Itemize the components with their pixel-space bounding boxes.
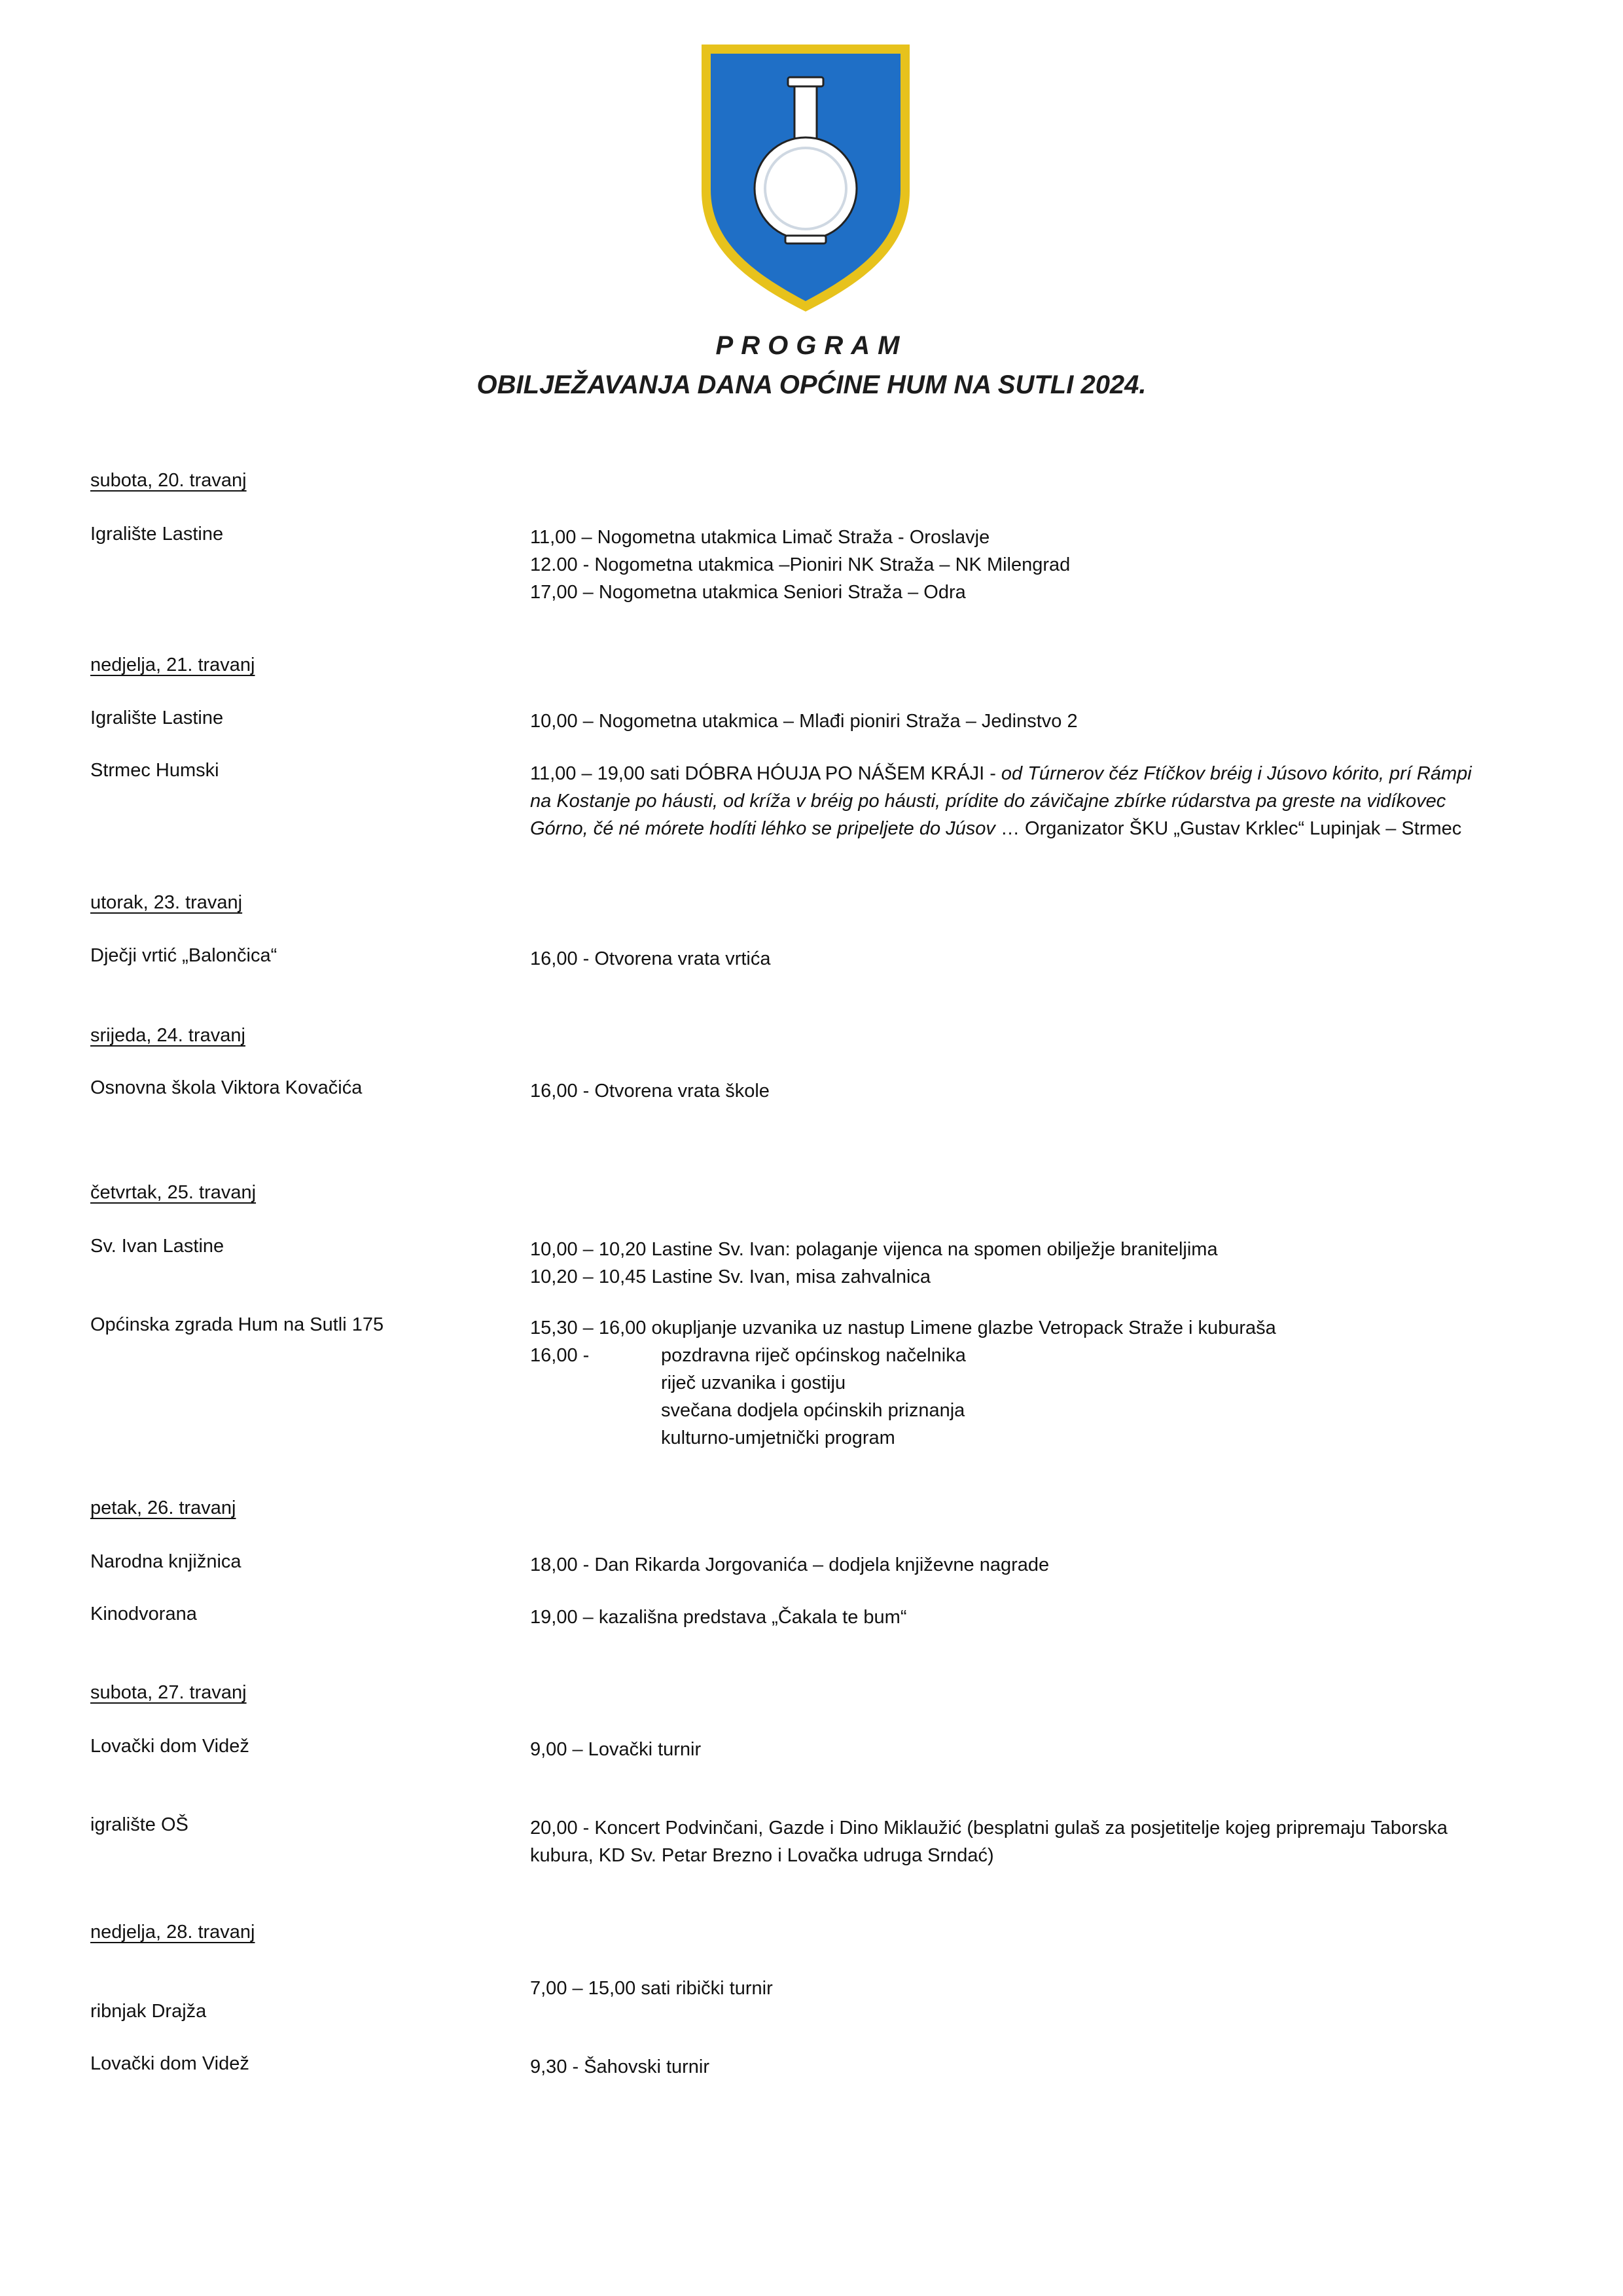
event-block xyxy=(530,1077,770,1105)
event-line: 7,00 – 15,00 sati ribički turnir xyxy=(530,1978,773,1999)
event-block xyxy=(530,1551,1049,1579)
event-line: 9,30 - Šahovski turnir xyxy=(530,2056,710,2077)
event-block xyxy=(530,1975,773,2002)
event-line: 10,20 – 10,45 Lastine Sv. Ivan, misa zahvalnica xyxy=(530,1266,931,1287)
event-line: 20,00 - Koncert Podvinčani, Gazde i Dino Miklaužić (besplatni gulaš za posjetitelje kojeg pripremaju Taborska xyxy=(530,1818,1448,1839)
day-heading: četvrtak, 25. travanj xyxy=(90,1182,257,1203)
day-heading: subota, 27. travanj xyxy=(90,1682,247,1703)
event-block xyxy=(530,1814,1448,1869)
event-line-italic: Górno, čé né mórete hodíti léhko se pripeljete do Júsov xyxy=(530,818,995,839)
day-heading: petak, 26. travanj xyxy=(90,1498,236,1518)
event-location: Kinodvorana xyxy=(90,1604,197,1624)
day-heading: nedjelja, 28. travanj xyxy=(90,1922,255,1943)
event-line: 17,00 – Nogometna utakmica Seniori Straža – Odra xyxy=(530,582,966,603)
event-block xyxy=(530,1236,1218,1291)
event-line: 11,00 – Nogometna utakmica Limač Straža - Oroslavje xyxy=(530,527,990,548)
event-location: Igralište Lastine xyxy=(90,524,224,545)
event-line: riječ uzvanika i gostiju xyxy=(661,1372,846,1393)
event-line: 18,00 - Dan Rikarda Jorgovanića – dodjela književne nagrade xyxy=(530,1554,1050,1575)
event-block xyxy=(530,708,1078,735)
event-line: 10,00 – Nogometna utakmica – Mlađi pioniri Straža – Jedinstvo 2 xyxy=(530,711,1078,732)
day-heading: subota, 20. travanj xyxy=(90,470,247,491)
event-location: Općinska zgrada Hum na Sutli 175 xyxy=(90,1314,384,1335)
event-line: 19,00 – kazališna predstava „Čakala te bum“ xyxy=(530,1607,907,1628)
event-location: Osnovna škola Viktora Kovačića xyxy=(90,1077,363,1098)
event-line: svečana dodjela općinskih priznanja xyxy=(661,1400,965,1421)
program-subtitle: OBILJEŽAVANJA DANA OPĆINE HUM NA SUTLI 2024. xyxy=(476,370,1147,399)
event-line xyxy=(530,760,1472,787)
event-line xyxy=(530,815,1472,842)
event-line-italic: od Túrnerov čéz Ftíčkov bréig i Júsovo kórito, prí Rámpi xyxy=(1001,763,1472,784)
event-location: igralište OŠ xyxy=(90,1814,188,1835)
event-line: 9,00 – Lovački turnir xyxy=(530,1739,702,1760)
event-location: Lovački dom Videž xyxy=(90,1736,249,1757)
day-heading: srijeda, 24. travanj xyxy=(90,1025,245,1046)
event-line-head: 11,00 – 19,00 sati DÓBRA HÓUJA PO NÁŠEM KRÁJI - xyxy=(530,763,1001,784)
event-location: ribnjak Drajža xyxy=(90,2001,207,2022)
event-line: 12.00 - Nogometna utakmica –Pioniri NK Straža – NK Milengrad xyxy=(530,554,1071,575)
event-block xyxy=(530,524,1070,606)
coat-of-arms xyxy=(696,41,915,315)
event-line-rest: … Organizator ŠKU „Gustav Krklec“ Lupinjak – Strmec xyxy=(995,818,1462,839)
event-line: 10,00 – 10,20 Lastine Sv. Ivan: polaganje vijenca na spomen obilježje braniteljima xyxy=(530,1239,1218,1260)
event-location: Sv. Ivan Lastine xyxy=(90,1236,224,1257)
event-block xyxy=(530,1604,906,1631)
event-location: Igralište Lastine xyxy=(90,708,224,728)
event-line: 15,30 – 16,00 okupljanje uzvanika uz nastup Limene glazbe Vetropack Straže i kuburaša xyxy=(530,1318,1276,1338)
event-location: Narodna knjižnica xyxy=(90,1551,241,1572)
event-block xyxy=(530,1736,701,1763)
event-line: na Kostanje po háusti, od kríža v bréig po háusti, prídite do závičajne zbírke rúdarstva pa greste na vidíkovec xyxy=(530,791,1446,812)
event-line: 16,00 - xyxy=(530,1345,590,1366)
event-block xyxy=(530,760,1472,842)
event-location: Strmec Humski xyxy=(90,760,219,781)
day-heading: nedjelja, 21. travanj xyxy=(90,655,255,675)
event-block xyxy=(530,2053,709,2081)
day-heading: utorak, 23. travanj xyxy=(90,892,243,913)
event-line: pozdravna riječ općinskog načelnika xyxy=(661,1345,966,1366)
event-location: Dječji vrtić „Balončica“ xyxy=(90,945,277,966)
event-block xyxy=(530,1314,1276,1452)
event-location: Lovački dom Videž xyxy=(90,2053,249,2074)
program-title: PROGRAM xyxy=(715,331,908,360)
event-line: kulturno-umjetnički program xyxy=(661,1427,895,1448)
event-block xyxy=(530,945,771,973)
event-line: kubura, KD Sv. Petar Brezno i Lovačka udruga Srndać) xyxy=(530,1845,994,1866)
event-line: 16,00 - Otvorena vrata škole xyxy=(530,1081,770,1102)
event-line: 16,00 - Otvorena vrata vrtića xyxy=(530,948,771,969)
